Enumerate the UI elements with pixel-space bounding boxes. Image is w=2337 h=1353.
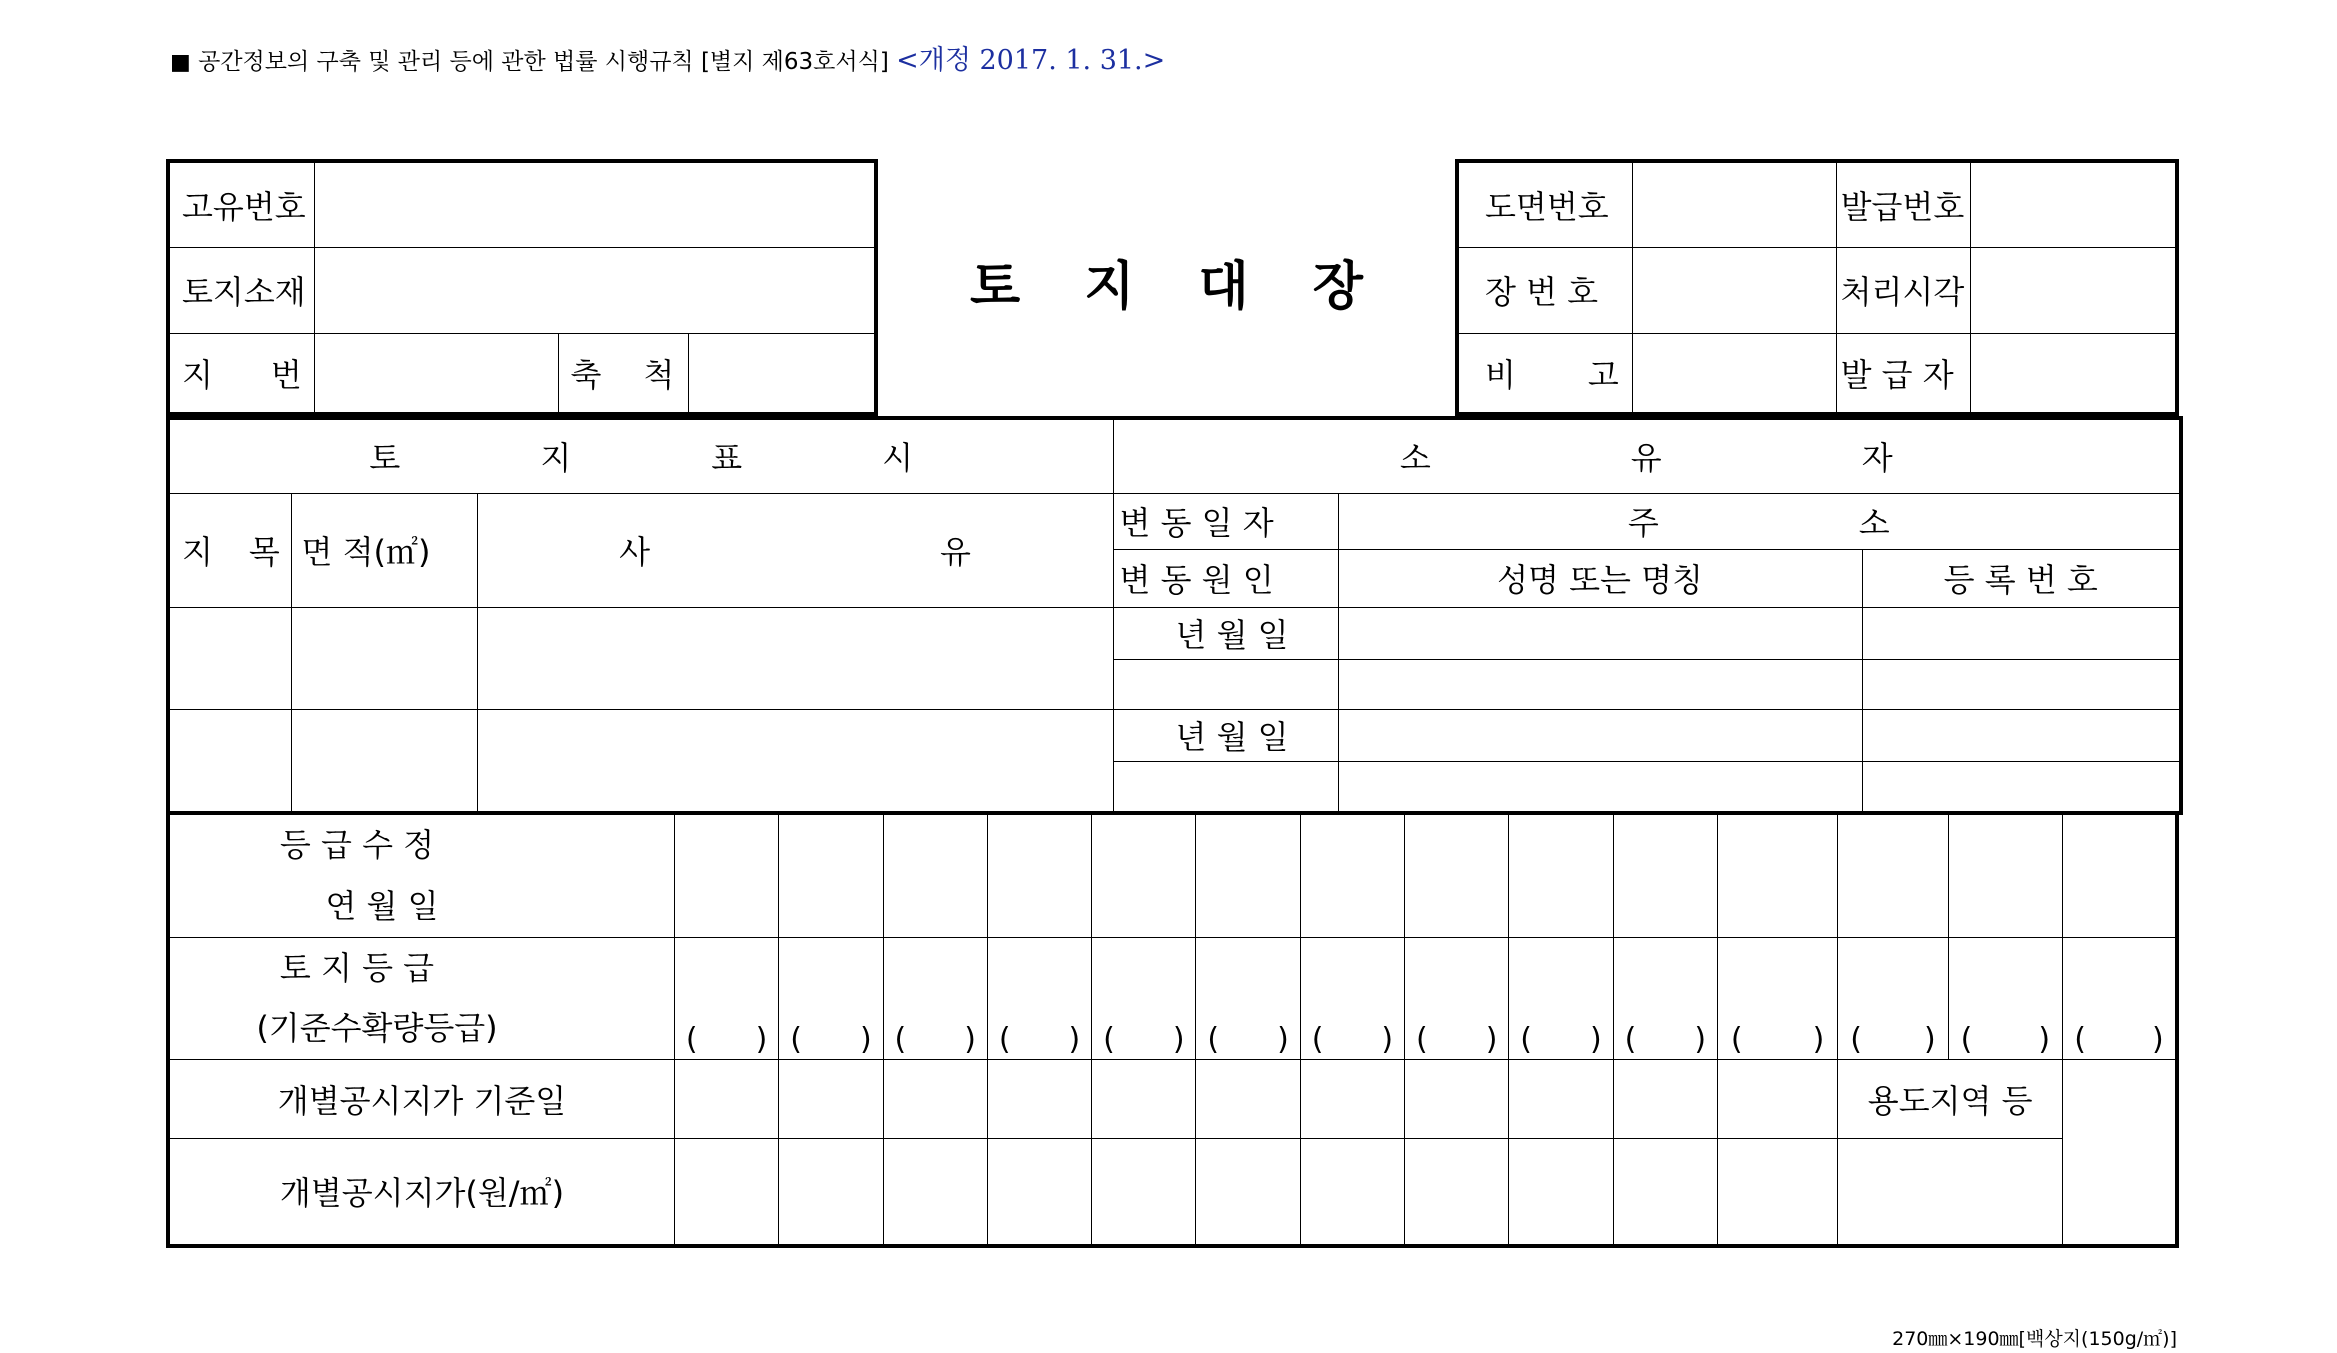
land-owner-table	[166, 416, 2183, 815]
grade-revision-cell[interactable]	[1613, 813, 1717, 937]
name-cell[interactable]	[1338, 761, 1862, 813]
base-date-cell[interactable]	[987, 1060, 1091, 1139]
reg-no-label: 등 록 번 호	[1862, 549, 2181, 607]
area-cell[interactable]	[291, 607, 477, 709]
address-cell[interactable]	[1862, 607, 2181, 659]
grade-revision-cell[interactable]	[1509, 813, 1613, 937]
grade-revision-cell[interactable]	[1838, 813, 1948, 937]
grade-revision-cell[interactable]	[883, 813, 987, 937]
scale-field[interactable]	[688, 333, 876, 414]
processing-time-label: 처리시각	[1836, 247, 1971, 333]
top-right-block	[1455, 159, 2179, 416]
price-cell[interactable]	[883, 1139, 987, 1246]
area-cell[interactable]	[291, 709, 477, 813]
land-grade-cell[interactable]: ( )	[1948, 937, 2062, 1060]
grade-revision-cell[interactable]	[2062, 813, 2177, 937]
unique-no-field[interactable]	[314, 161, 876, 247]
land-grade-cell[interactable]: ( )	[2062, 937, 2177, 1060]
revision-date: <개정 2017. 1. 31.>	[896, 45, 1166, 76]
issuer-field[interactable]	[1971, 333, 2177, 414]
grade-revision-cell[interactable]	[1092, 813, 1196, 937]
grade-revision-date-label: 등 급 수 정 연 월 일	[168, 813, 675, 937]
processing-time-field[interactable]	[1971, 247, 2177, 333]
grade-revision-cell[interactable]	[1196, 813, 1300, 937]
address-label: 주 소	[1338, 493, 2181, 549]
land-grade-cell[interactable]: ( )	[1196, 937, 1300, 1060]
reason-cell[interactable]	[477, 709, 1113, 813]
lot-no-field[interactable]	[314, 333, 558, 414]
price-cell[interactable]	[1196, 1139, 1300, 1246]
land-grade-cell[interactable]: ( )	[1838, 937, 1948, 1060]
name-cell[interactable]	[1338, 659, 1862, 709]
area-label: 면 적(㎡)	[291, 493, 477, 607]
unique-no-label: 고유번호	[168, 161, 314, 247]
reason-cell[interactable]	[477, 607, 1113, 709]
price-cell[interactable]	[1092, 1139, 1196, 1246]
land-display-header: 토 지 표 시	[168, 418, 1113, 493]
reason-label: 사 유	[477, 493, 1113, 607]
price-cell[interactable]	[1300, 1139, 1404, 1246]
land-grade-label: 토 지 등 급 (기준수확량등급)	[168, 937, 675, 1060]
land-grade-cell[interactable]: ( )	[1092, 937, 1196, 1060]
law-reference: 공간정보의 구축 및 관리 등에 관한 법률 시행규칙 [별지 제63호서식]	[198, 49, 889, 75]
base-date-cell[interactable]	[1300, 1060, 1404, 1139]
land-grade-cell[interactable]: ( )	[987, 937, 1091, 1060]
form-header	[170, 38, 1165, 77]
grade-revision-cell[interactable]	[675, 813, 779, 937]
square-bullet-icon: ■	[170, 50, 191, 75]
location-field[interactable]	[314, 247, 876, 333]
grade-revision-cell[interactable]	[1948, 813, 2062, 937]
land-grade-cell[interactable]: ( )	[1405, 937, 1509, 1060]
issue-no-field[interactable]	[1971, 161, 2177, 247]
remarks-label: 비 고	[1457, 333, 1633, 414]
category-cell[interactable]	[168, 607, 291, 709]
top-left-block	[166, 159, 878, 416]
price-cell[interactable]	[1717, 1139, 1837, 1246]
issuer-label: 발 급 자	[1836, 333, 1971, 414]
lot-no-label: 지 번	[168, 333, 314, 414]
price-label: 개별공시지가(원/㎡)	[168, 1139, 675, 1246]
base-date-cell[interactable]	[779, 1060, 883, 1139]
land-grade-cell[interactable]: ( )	[1300, 937, 1404, 1060]
address-cell[interactable]	[1862, 709, 2181, 761]
ymd-label: 년 월 일	[1113, 709, 1338, 761]
location-label: 토지소재	[168, 247, 314, 333]
remarks-field[interactable]	[1633, 333, 1836, 414]
land-grade-cell[interactable]: ( )	[675, 937, 779, 1060]
price-cell[interactable]	[675, 1139, 779, 1246]
scale-label: 축 척	[558, 333, 688, 414]
page-title: 토 지 대 장	[970, 257, 1363, 317]
base-date-cell[interactable]	[1717, 1060, 1837, 1139]
base-date-cell[interactable]	[1509, 1060, 1613, 1139]
price-cell[interactable]	[1613, 1139, 1717, 1246]
grade-revision-cell[interactable]	[987, 813, 1091, 937]
land-grade-cell[interactable]: ( )	[779, 937, 883, 1060]
drawing-no-field[interactable]	[1633, 161, 1836, 247]
change-cause-label: 변 동 원 인	[1113, 549, 1338, 607]
price-cell[interactable]	[1405, 1139, 1509, 1246]
sheet-no-field[interactable]	[1633, 247, 1836, 333]
change-cause-cell[interactable]	[1113, 659, 1338, 709]
owner-header: 소 유 자	[1113, 418, 2181, 493]
change-cause-cell[interactable]	[1113, 761, 1338, 813]
price-cell[interactable]	[987, 1139, 1091, 1246]
grade-revision-cell[interactable]	[1717, 813, 1837, 937]
base-date-cell[interactable]	[1405, 1060, 1509, 1139]
category-cell[interactable]	[168, 709, 291, 813]
land-grade-cell[interactable]: ( )	[883, 937, 987, 1060]
sheet-no-label: 장 번 호	[1457, 247, 1633, 333]
base-date-cell[interactable]	[883, 1060, 987, 1139]
grade-revision-cell[interactable]	[1405, 813, 1509, 937]
land-grade-cell[interactable]: ( )	[1613, 937, 1717, 1060]
name-label: 성명 또는 명칭	[1338, 549, 1862, 607]
grade-revision-cell[interactable]	[779, 813, 883, 937]
grade-revision-cell[interactable]	[1300, 813, 1404, 937]
issue-no-label: 발급번호	[1836, 161, 1971, 247]
grade-price-table	[166, 811, 2179, 1248]
reg-no-cell[interactable]	[1862, 659, 2181, 709]
base-date-cell[interactable]	[1092, 1060, 1196, 1139]
price-cell[interactable]	[779, 1139, 883, 1246]
address-cell[interactable]	[1338, 709, 1862, 761]
paper-spec: 270㎜×190㎜[백상지(150g/㎡)]	[1892, 1328, 2177, 1350]
ymd-label: 년 월 일	[1113, 607, 1338, 659]
land-grade-cell[interactable]: ( )	[1717, 937, 1837, 1060]
zone-label: 용도지역 등	[1838, 1060, 2063, 1139]
base-date-cell[interactable]	[1196, 1060, 1300, 1139]
category-label: 지 목	[168, 493, 291, 607]
zone-cell[interactable]	[1838, 1139, 2063, 1246]
change-date-label: 변 동 일 자	[1113, 493, 1338, 549]
base-date-cell[interactable]	[1613, 1060, 1717, 1139]
base-date-cell[interactable]	[675, 1060, 779, 1139]
drawing-no-label: 도면번호	[1457, 161, 1633, 247]
address-cell[interactable]	[1338, 607, 1862, 659]
price-cell[interactable]	[1509, 1139, 1613, 1246]
base-date-label: 개별공시지가 기준일	[168, 1060, 675, 1139]
reg-no-cell[interactable]	[1862, 761, 2181, 813]
land-grade-cell[interactable]: ( )	[1509, 937, 1613, 1060]
